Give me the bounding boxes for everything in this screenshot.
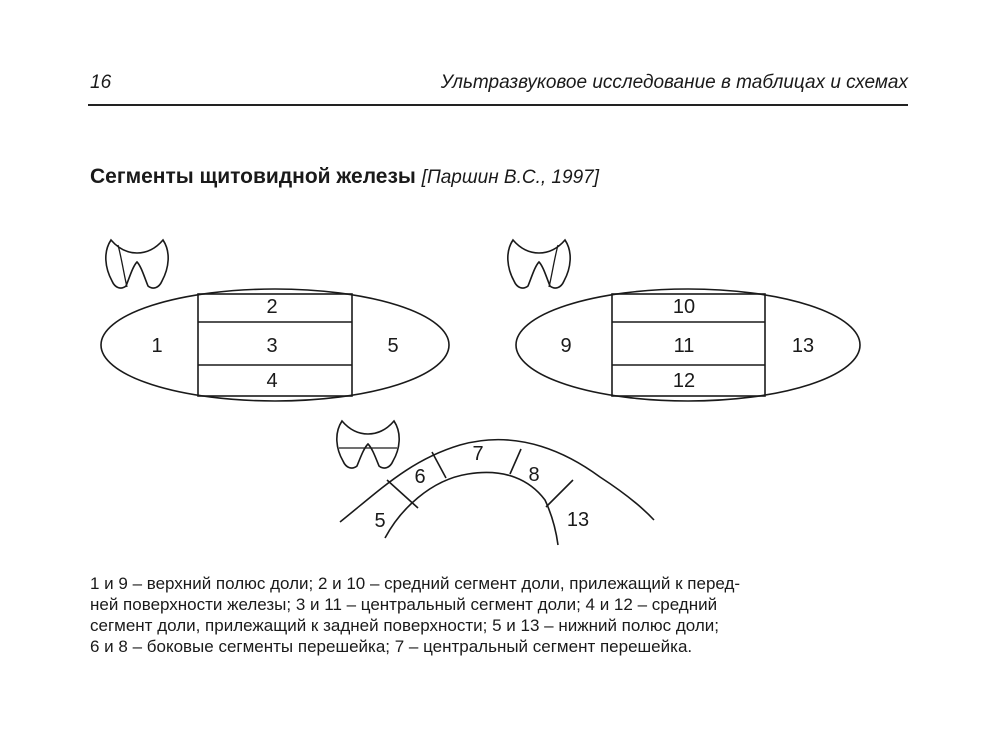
- segment-label-6: 6: [414, 466, 426, 488]
- segment-label-13-isthmus: 13: [566, 509, 590, 531]
- thyroid-icon-right: [508, 240, 570, 288]
- segment-label-5-isthmus: 5: [374, 510, 386, 532]
- caption-line: ней поверхности железы; 3 и 11 – центральный сегмент доли; 4 и 12 – средний: [90, 595, 718, 614]
- segment-label-9: 9: [560, 335, 572, 357]
- segment-label-13: 13: [791, 335, 815, 357]
- page-number: 16: [90, 72, 112, 93]
- section-title-text: Сегменты щитовидной железы: [90, 165, 416, 188]
- isthmus-divider-2: [432, 452, 446, 478]
- segment-label-3: 3: [266, 335, 278, 357]
- segment-label-10: 10: [672, 296, 696, 318]
- isthmus-divider-4: [546, 480, 573, 507]
- isthmus-divider-1: [387, 480, 418, 508]
- thyroid-icon-isthmus: [337, 421, 399, 468]
- segment-label-12: 12: [672, 370, 696, 392]
- segment-label-5: 5: [387, 335, 399, 357]
- segment-label-1: 1: [151, 335, 163, 357]
- isthmus-divider-3: [510, 449, 521, 474]
- caption-line: 6 и 8 – боковые сегменты перешейка; 7 – центральный сегмент перешейка.: [90, 637, 693, 656]
- section-citation: [Паршин В.С., 1997]: [421, 167, 599, 188]
- segment-label-8: 8: [528, 464, 540, 486]
- isthmus-diagram: [340, 440, 654, 545]
- figure-caption: [90, 573, 910, 657]
- caption-line: 1 и 9 – верхний полюс доли; 2 и 10 – средний сегмент доли, прилежащий к перед-: [90, 574, 741, 593]
- segment-label-2: 2: [266, 296, 278, 318]
- segment-label-4: 4: [266, 370, 278, 392]
- segment-label-7: 7: [472, 443, 484, 465]
- running-header-title: Ультразвуковое исследование в таблицах и схемах: [440, 72, 908, 93]
- caption-line: сегмент доли, прилежащий к задней поверхности; 5 и 13 – нижний полюс доли;: [90, 616, 719, 635]
- thyroid-icon-left: [106, 240, 168, 288]
- segment-label-11: 11: [673, 335, 695, 357]
